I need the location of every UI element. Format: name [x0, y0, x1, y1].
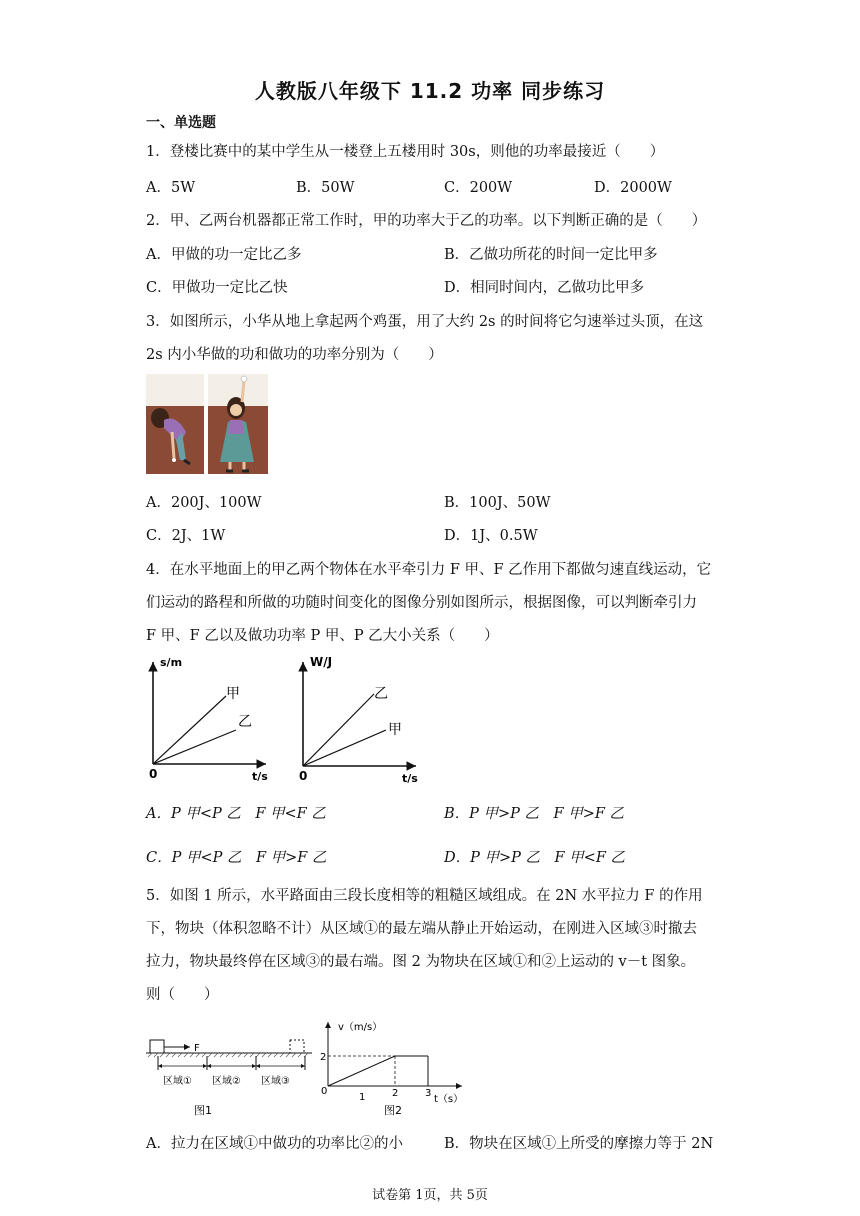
fig2-origin: 0 [321, 1086, 328, 1097]
fig2-x-tick-3: 3 [425, 1088, 432, 1099]
q3-option-c: C．2J、1W [146, 528, 226, 544]
q4-stem-line2: 们运动的路程和所做的功随时间变化的图像分别如图所示，根据图像，可以判断牵引力 [146, 595, 697, 611]
graph1-origin: 0 [149, 767, 158, 781]
fig2-x-tick-2: 2 [392, 1088, 399, 1099]
q4-stem-line1: 4．在水平地面上的甲乙两个物体在水平牵引力 F 甲、F 乙作用下都做匀速直线运动，它 [146, 562, 712, 578]
page-title: 人教版八年级下 11.2 功率 同步练习 [254, 79, 606, 103]
fig2-y-tick-2: 2 [320, 1052, 327, 1063]
q4-graph-work-time [296, 654, 426, 784]
q5-stem-line2: 下，物块（体积忽略不计）从区域①的最左端从静止开始运动，在刚进入区域③时撤去 [146, 921, 697, 937]
q1-option-a: A．5W [146, 180, 196, 196]
q4-option-c: C．P 甲<P 乙 F 甲>F 乙 [146, 850, 327, 866]
q5-figure2-velocity-time-graph [318, 1016, 468, 1120]
section-heading: 一、单选题 [146, 115, 216, 131]
q5-option-b: B．物块在区域①上所受的摩擦力等于 2N [444, 1136, 714, 1152]
graph1-line-b-label: 乙 [238, 714, 252, 730]
q1-option-b: B．50W [296, 180, 355, 196]
girl-lifting-eggs-illustration [146, 374, 268, 474]
q2-option-c: C．甲做功一定比乙快 [146, 280, 288, 296]
q5-option-a: A．拉力在区域①中做功的功率比②的小 [146, 1136, 403, 1152]
q2-stem: 2．甲、乙两台机器都正常工作时，甲的功率大于乙的功率。以下判断正确的是（ ） [146, 213, 707, 229]
graph1-line-a-label: 甲 [226, 686, 240, 702]
q4-option-a: A．P 甲<P 乙 F 甲<F 乙 [146, 806, 326, 822]
q2-option-b: B．乙做功所花的时间一定比甲多 [444, 247, 658, 263]
fig2-ylabel: v（m/s） [338, 1022, 383, 1033]
q1-option-d: D．2000W [594, 180, 672, 196]
graph2-origin: 0 [299, 769, 308, 783]
q4-option-b: B．P 甲>P 乙 F 甲>F 乙 [444, 806, 625, 822]
q5-stem-line4: 则（ ） [146, 987, 219, 1003]
q2-option-d: D．相同时间内，乙做功比甲多 [444, 280, 645, 296]
q5-stem-line1: 5．如图 1 所示，水平路面由三段长度相等的粗糙区域组成。在 2N 水平拉力 F 的作用 [146, 888, 703, 904]
fig2-xlabel: t（s） [434, 1094, 464, 1105]
q5-figure1-road-regions [146, 1036, 316, 1120]
q3-stem-line1: 3．如图所示，小华从地上拿起两个鸡蛋，用了大约 2s 的时间将它匀速举过头顶，在这 [146, 314, 704, 330]
q4-option-d: D．P 甲>P 乙 F 甲<F 乙 [444, 850, 625, 866]
graph1-ylabel: s/m [160, 656, 183, 669]
fig1-region2: 区域② [212, 1076, 241, 1087]
graph1-xlabel: t/s [252, 770, 268, 783]
page-footer: 试卷第 1页，共 5页 [372, 1188, 488, 1203]
fig1-force-label: F [194, 1043, 200, 1054]
q3-option-b: B．100J、50W [444, 495, 551, 511]
q3-option-d: D．1J、0.5W [444, 528, 538, 544]
fig2-x-tick-1: 1 [359, 1092, 366, 1103]
fig1-caption: 图1 [194, 1104, 212, 1117]
fig1-region3: 区域③ [261, 1076, 290, 1087]
q1-option-c: C．200W [444, 180, 513, 196]
q2-option-a: A．甲做的功一定比乙多 [146, 247, 302, 263]
q1-stem: 1．登楼比赛中的某中学生从一楼登上五楼用时 30s，则他的功率最接近（ ） [146, 144, 665, 160]
fig2-caption: 图2 [384, 1104, 402, 1117]
q4-graph-distance-time [146, 654, 276, 784]
q3-option-a: A．200J、100W [146, 495, 262, 511]
q5-stem-line3: 拉力，物块最终停在区域③的最右端。图 2 为物块在区域①和②上运动的 v－t 图象。 [146, 954, 696, 970]
fig1-region1: 区域① [163, 1076, 192, 1087]
q4-stem-line3: F 甲、F 乙以及做功功率 P 甲、P 乙大小关系（ ） [146, 628, 499, 644]
graph2-ylabel: W/J [310, 655, 333, 669]
graph2-line-b-label: 甲 [388, 722, 402, 738]
graph2-line-a-label: 乙 [374, 686, 388, 702]
graph2-xlabel: t/s [402, 772, 418, 784]
q3-stem-line2: 2s 内小华做的功和做功的功率分别为（ ） [146, 347, 443, 363]
